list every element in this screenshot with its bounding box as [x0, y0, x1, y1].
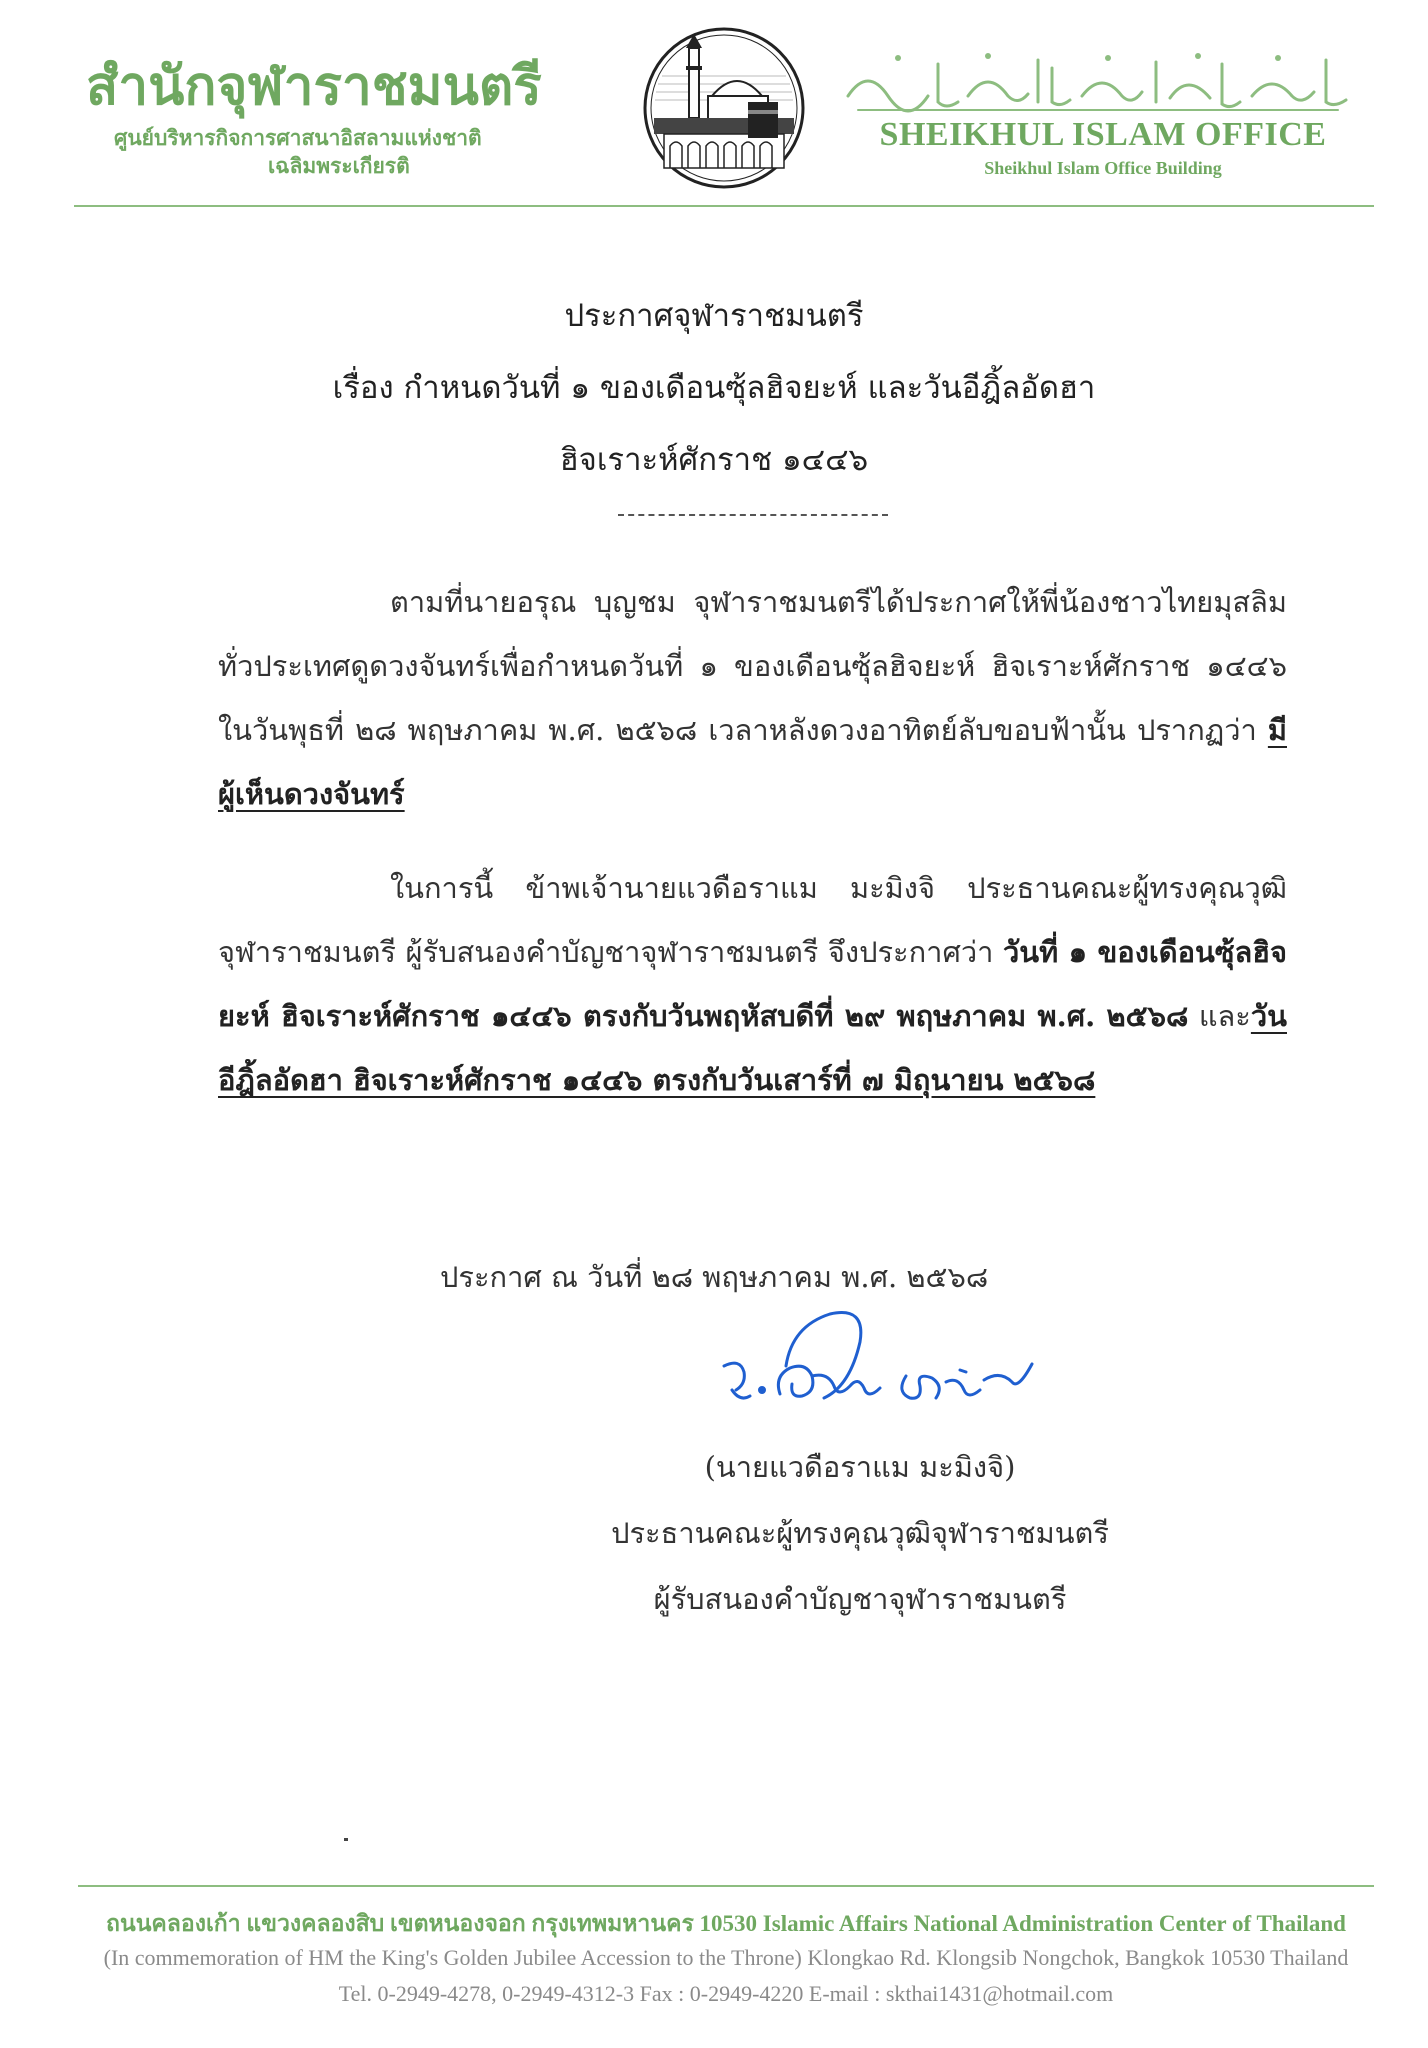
paragraph-1-text: ตามที่นายอรุณ บุญชม จุฬาราชมนตรีได้ประกาศให้พี่น้องชาวไทยมุสลิมทั่วประเทศดูดวงจันทร์เพื่อกำหนดวันที่ ๑ ของเดือนซุ้ลฮิจยะห์ ฮิจเราะห์ศักราช ๑๔๔๖ ในวันพุธที่ ๒๘ พฤษภาคม พ.ศ. ๒๕๖๘ เวลาหลังดวงอาทิตย์ลับขอบฟ้านั้น ปรากฏว่า [218, 585, 1287, 747]
office-subtitle-thai-2: เฉลิมพระเกียรติ [268, 154, 410, 178]
signatory-title: ประธานคณะผู้ทรงคุณวุฒิจุฬาราชมนตรี [611, 1516, 1109, 1550]
office-name-english: SHEIKHUL ISLAM OFFICE [879, 116, 1327, 153]
paragraph-2-conjunction: และ [1188, 999, 1251, 1033]
announcement-year: ฮิจเราะห์ศักราช ๑๔๔๖ [559, 442, 869, 478]
footer-contact-line: Tel. 0-2949-4278, 0-2949-4312-3 Fax : 0-2949-4220 E-mail : skthai1431@hotmail.com [338, 1981, 1114, 2006]
letterhead-divider [74, 205, 1374, 207]
moon-sighting-result: มีผู้เห็นดวงจันทร์ [218, 713, 1287, 811]
mosque-emblem-icon [642, 26, 806, 190]
eid-al-adha-date: วันอีฎิ้ลอัดฮา ฮิจเราะห์ศักราช ๑๔๔๖ ตรงกับวันเสาร์ที่ ๗ มิถุนายน ๒๕๖๘ [218, 999, 1287, 1097]
office-building-english: Sheikhul Islam Office Building [984, 158, 1222, 178]
footer-address-line: ถนนคลองเก้า แขวงคลองสิบ เขตหนองจอก กรุงเทพมหานคร 10530 Islamic Affairs National Administration Center of Thailand [106, 1911, 1346, 1936]
office-name-thai: สำนักจุฬาราชมนตรี [86, 56, 542, 117]
office-subtitle-thai-1: ศูนย์บริหารกิจการศาสนาอิสลามแห่งชาติ [114, 126, 482, 150]
dhul-hijjah-first-day: วันที่ ๑ ของเดือนซุ้ลฮิจยะห์ ฮิจเราะห์ศักราช ๑๔๔๖ ตรงกับวันพฤหัสบดีที่ ๒๙ พฤษภาคม พ.ศ. ๒๕๖๘ [218, 935, 1288, 1033]
paragraph-declaration [218, 856, 1287, 1112]
signatory-name: (นายแวดือราแม มะมิงจิ) [704, 1450, 1016, 1484]
paragraph-moon-sighting [218, 570, 1287, 826]
announcement-title: ประกาศจุฬาราชมนตรี [564, 298, 864, 334]
footer-commemoration-line: (In commemoration of HM the King's Golden Jubilee Accession to the Throne) Klongkao Rd. Klongsib Nongchok, Bangkok 10530 Thailand [103, 1945, 1349, 1970]
announcement-subject: เรื่อง กำหนดวันที่ ๑ ของเดือนซุ้ลฮิจยะห์ และวันอีฎิ้ลอัดฮา [332, 370, 1096, 406]
footer-divider [78, 1885, 1374, 1887]
signatory-role: ผู้รับสนองคำบัญชาจุฬาราชมนตรี [653, 1582, 1067, 1616]
stray-ink-mark [344, 1838, 348, 1841]
handwritten-signature [710, 1306, 1040, 1456]
arabic-calligraphy-logo [838, 46, 1358, 120]
paragraph-2-text: ในการนี้ ข้าพเจ้านายแวดือราแม มะมิงจิ ประธานคณะผู้ทรงคุณวุฒิจุฬาราชมนตรี ผู้รับสนองคำบัญชาจุฬาราชมนตรี จึงประกาศว่า [218, 871, 1287, 969]
announcement-date: ประกาศ ณ วันที่ ๒๘ พฤษภาคม พ.ศ. ๒๕๖๘ [440, 1260, 989, 1294]
heading-separator [618, 514, 888, 516]
